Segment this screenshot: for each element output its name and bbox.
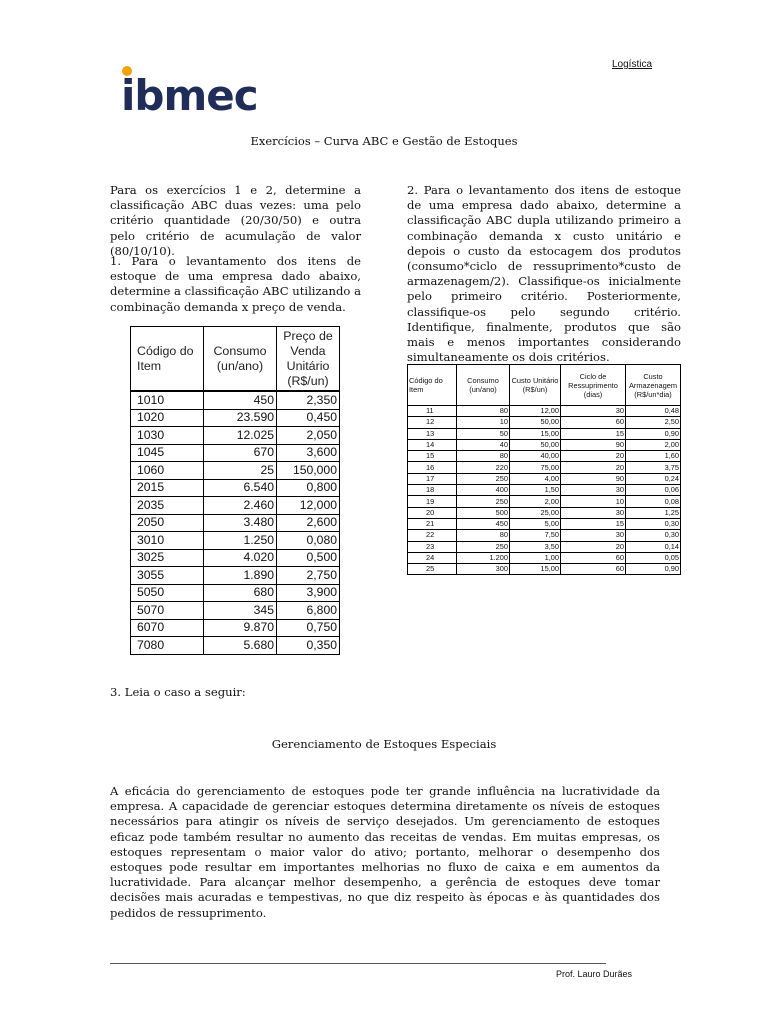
exercise-3-text: 3. Leia o caso a seguir:: [110, 685, 246, 699]
intro-paragraph: Para os exercícios 1 e 2, determine a classificação ABC duas vezes: uma pelo critério quantidade (20/30/50) e outra pelo critério de acumulação de valor (80/10/10).: [110, 183, 361, 258]
custo-unitario-cell: 50,00: [510, 439, 561, 450]
ciclo-cell: 10: [561, 496, 626, 507]
footer-divider: [110, 963, 606, 964]
t2-header-ciclo: Ciclo de Ressuprimento (dias): [561, 365, 626, 406]
ciclo-cell: 90: [561, 439, 626, 450]
preco-cell: 0,500: [277, 549, 340, 567]
consumo-cell: 2.460: [204, 497, 277, 515]
consumo-cell: 400: [457, 485, 510, 496]
consumo-cell: 25: [204, 462, 277, 480]
ciclo-cell: 60: [561, 552, 626, 563]
custo-unitario-cell: 4,00: [510, 473, 561, 484]
table-row: [131, 602, 340, 620]
consumo-cell: 250: [457, 473, 510, 484]
preco-cell: 0,750: [277, 619, 340, 637]
code-cell: 13: [408, 428, 457, 439]
preco-cell: 3,900: [277, 584, 340, 602]
t1-header-preco: Preço de Venda Unitário (R$/un): [277, 327, 340, 392]
custo-unitario-cell: 5,00: [510, 518, 561, 529]
table-row: [408, 507, 681, 518]
consumo-cell: 5.680: [204, 637, 277, 655]
preco-cell: 3,600: [277, 444, 340, 462]
code-cell: 12: [408, 417, 457, 428]
code-cell: 23: [408, 541, 457, 552]
table-row: [408, 518, 681, 529]
consumo-cell: 250: [457, 496, 510, 507]
consumo-cell: 500: [457, 507, 510, 518]
table-row: [131, 619, 340, 637]
exercise-1-text: 1. Para o levantamento dos itens de estoque de uma empresa dado abaixo, determine a classificação ABC utilizando a combinação demanda x preço de venda.: [110, 254, 361, 314]
table-row: [408, 530, 681, 541]
preco-cell: 0,350: [277, 637, 340, 655]
consumo-cell: 9.870: [204, 619, 277, 637]
t2-header-custo-unitario: Custo Unitário (R$/un): [510, 365, 561, 406]
custo-unitario-cell: 7,50: [510, 530, 561, 541]
table-row: [408, 485, 681, 496]
exercise-1-table: [130, 326, 340, 655]
table-row: [131, 462, 340, 480]
table-row: [131, 427, 340, 445]
armazenagem-cell: 2,50: [626, 417, 681, 428]
consumo-cell: 80: [457, 406, 510, 417]
consumo-cell: 23.590: [204, 409, 277, 427]
code-cell: 24: [408, 552, 457, 563]
table-row: [408, 428, 681, 439]
consumo-cell: 680: [204, 584, 277, 602]
code-cell: 15: [408, 451, 457, 462]
exercise-2-table: [407, 364, 681, 575]
ciclo-cell: 30: [561, 530, 626, 541]
consumo-cell: 300: [457, 564, 510, 575]
consumo-cell: 4.020: [204, 549, 277, 567]
table-row: [131, 584, 340, 602]
ciclo-cell: 60: [561, 417, 626, 428]
code-cell: 6070: [131, 619, 204, 637]
code-cell: 2015: [131, 479, 204, 497]
consumo-cell: 1.250: [204, 532, 277, 550]
preco-cell: 0,800: [277, 479, 340, 497]
code-cell: 5050: [131, 584, 204, 602]
consumo-cell: 250: [457, 541, 510, 552]
table-row: [131, 549, 340, 567]
consumo-cell: 220: [457, 462, 510, 473]
ciclo-cell: 30: [561, 406, 626, 417]
code-cell: 25: [408, 564, 457, 575]
table-row: [131, 637, 340, 655]
preco-cell: 6,800: [277, 602, 340, 620]
t2-header-armazenagem: Custo Armazenagem (R$/un*dia): [626, 365, 681, 406]
table-row: [408, 417, 681, 428]
custo-unitario-cell: 12,00: [510, 406, 561, 417]
code-cell: 3025: [131, 549, 204, 567]
t2-body: [408, 406, 681, 575]
ciclo-cell: 20: [561, 451, 626, 462]
ciclo-cell: 60: [561, 564, 626, 575]
t1-header-code: Código do Item: [131, 327, 204, 392]
armazenagem-cell: 3,75: [626, 462, 681, 473]
case-body: A eficácia do gerenciamento de estoques pode ter grande influência na lucratividade da empresa. A capacidade de gerenciar estoques determina diretamente os níveis de estoques necessários para atingir os níveis de serviço desejados. Um gerenciamento de estoques eficaz pode também resultar no aumento das receitas de vendas. Em muitas empresas, os estoques representam o maior valor do ativo; portanto, melhorar o desempenho dos estoques pode resultar em importantes melhorias no fluxo de caixa e em aumentos da lucratividade. Para alcançar melhor desempenho, a gerência de estoques deve tomar decisões mais acuradas e tempestivas, no que diz respeito às épocas e às quantidades dos pedidos de ressuprimento.: [110, 784, 660, 920]
ciclo-cell: 90: [561, 473, 626, 484]
consumo-cell: 12.025: [204, 427, 277, 445]
table-row: [408, 552, 681, 563]
consumo-cell: 50: [457, 428, 510, 439]
code-cell: 1010: [131, 391, 204, 409]
custo-unitario-cell: 50,00: [510, 417, 561, 428]
code-cell: 1045: [131, 444, 204, 462]
exercise-2-text: 2. Para o levantamento dos itens de estoque de uma empresa dado abaixo, determine a classificação ABC dupla utilizando primeiro a combinação demanda x custo unitário e depois o custo da estocagem dos produtos (consumo*ciclo de ressuprimento*custo de armazenagem/2). Classifique-os inicialmente pelo primeiro critério. Posteriormente, classifique-os pelo segundo critério. Identifique, finalmente, produtos que são mais e menos importantes considerando simultaneamente os dois critérios.: [407, 183, 681, 365]
table-row: [131, 409, 340, 427]
table-row: [131, 479, 340, 497]
code-cell: 11: [408, 406, 457, 417]
armazenagem-cell: 0,24: [626, 473, 681, 484]
code-cell: 16: [408, 462, 457, 473]
custo-unitario-cell: 25,00: [510, 507, 561, 518]
ibmec-logo: ibmec: [121, 71, 258, 120]
custo-unitario-cell: 15,00: [510, 564, 561, 575]
table-row: [408, 473, 681, 484]
table-row: [131, 532, 340, 550]
table-row: [408, 541, 681, 552]
table-row: [408, 439, 681, 450]
custo-unitario-cell: 2,00: [510, 496, 561, 507]
preco-cell: 150,000: [277, 462, 340, 480]
ciclo-cell: 30: [561, 485, 626, 496]
code-cell: 2050: [131, 514, 204, 532]
armazenagem-cell: 2,00: [626, 439, 681, 450]
code-cell: 7080: [131, 637, 204, 655]
consumo-cell: 1.890: [204, 567, 277, 585]
preco-cell: 12,000: [277, 497, 340, 515]
header-section-label: Logística: [612, 59, 653, 70]
custo-unitario-cell: 40,00: [510, 451, 561, 462]
code-cell: 19: [408, 496, 457, 507]
armazenagem-cell: 0,08: [626, 496, 681, 507]
table-row: [408, 462, 681, 473]
t1-body: [131, 391, 340, 654]
t2-header-consumo: Consumo (un/ano): [457, 365, 510, 406]
custo-unitario-cell: 1,50: [510, 485, 561, 496]
consumo-cell: 80: [457, 530, 510, 541]
code-cell: 18: [408, 485, 457, 496]
consumo-cell: 6.540: [204, 479, 277, 497]
preco-cell: 2,050: [277, 427, 340, 445]
table-row: [131, 444, 340, 462]
custo-unitario-cell: 75,00: [510, 462, 561, 473]
preco-cell: 2,350: [277, 391, 340, 409]
code-cell: 3010: [131, 532, 204, 550]
case-title: Gerenciamento de Estoques Especiais: [271, 737, 497, 751]
code-cell: 2035: [131, 497, 204, 515]
armazenagem-cell: 0,90: [626, 564, 681, 575]
armazenagem-cell: 1,25: [626, 507, 681, 518]
armazenagem-cell: 0,90: [626, 428, 681, 439]
consumo-cell: 345: [204, 602, 277, 620]
t2-header-code: Código do Item: [408, 365, 457, 406]
armazenagem-cell: 0,48: [626, 406, 681, 417]
code-cell: 22: [408, 530, 457, 541]
code-cell: 21: [408, 518, 457, 529]
code-cell: 14: [408, 439, 457, 450]
ciclo-cell: 15: [561, 518, 626, 529]
code-cell: 5070: [131, 602, 204, 620]
page-title: Exercícios – Curva ABC e Gestão de Estoques: [250, 134, 518, 148]
ciclo-cell: 15: [561, 428, 626, 439]
table-row: [131, 567, 340, 585]
t1-header-consumo: Consumo (un/ano): [204, 327, 277, 392]
preco-cell: 2,750: [277, 567, 340, 585]
code-cell: 17: [408, 473, 457, 484]
custo-unitario-cell: 15,00: [510, 428, 561, 439]
table-row: [408, 496, 681, 507]
armazenagem-cell: 0,06: [626, 485, 681, 496]
table-row: [408, 451, 681, 462]
custo-unitario-cell: 1,00: [510, 552, 561, 563]
ciclo-cell: 20: [561, 462, 626, 473]
consumo-cell: 80: [457, 451, 510, 462]
consumo-cell: 40: [457, 439, 510, 450]
ciclo-cell: 20: [561, 541, 626, 552]
code-cell: 3055: [131, 567, 204, 585]
consumo-cell: 450: [457, 518, 510, 529]
code-cell: 1030: [131, 427, 204, 445]
armazenagem-cell: 0,30: [626, 530, 681, 541]
armazenagem-cell: 0,30: [626, 518, 681, 529]
armazenagem-cell: 1,60: [626, 451, 681, 462]
ciclo-cell: 30: [561, 507, 626, 518]
table-row: [408, 406, 681, 417]
preco-cell: 0,450: [277, 409, 340, 427]
consumo-cell: 450: [204, 391, 277, 409]
consumo-cell: 1.200: [457, 552, 510, 563]
consumo-cell: 3.480: [204, 514, 277, 532]
code-cell: 1060: [131, 462, 204, 480]
table-row: [131, 497, 340, 515]
armazenagem-cell: 0,14: [626, 541, 681, 552]
table-row: [131, 391, 340, 409]
armazenagem-cell: 0,05: [626, 552, 681, 563]
code-cell: 20: [408, 507, 457, 518]
footer-author: Prof. Lauro Durães: [556, 969, 633, 979]
custo-unitario-cell: 3,50: [510, 541, 561, 552]
consumo-cell: 670: [204, 444, 277, 462]
code-cell: 1020: [131, 409, 204, 427]
consumo-cell: 10: [457, 417, 510, 428]
preco-cell: 0,080: [277, 532, 340, 550]
preco-cell: 2,600: [277, 514, 340, 532]
table-row: [131, 514, 340, 532]
table-row: [408, 564, 681, 575]
